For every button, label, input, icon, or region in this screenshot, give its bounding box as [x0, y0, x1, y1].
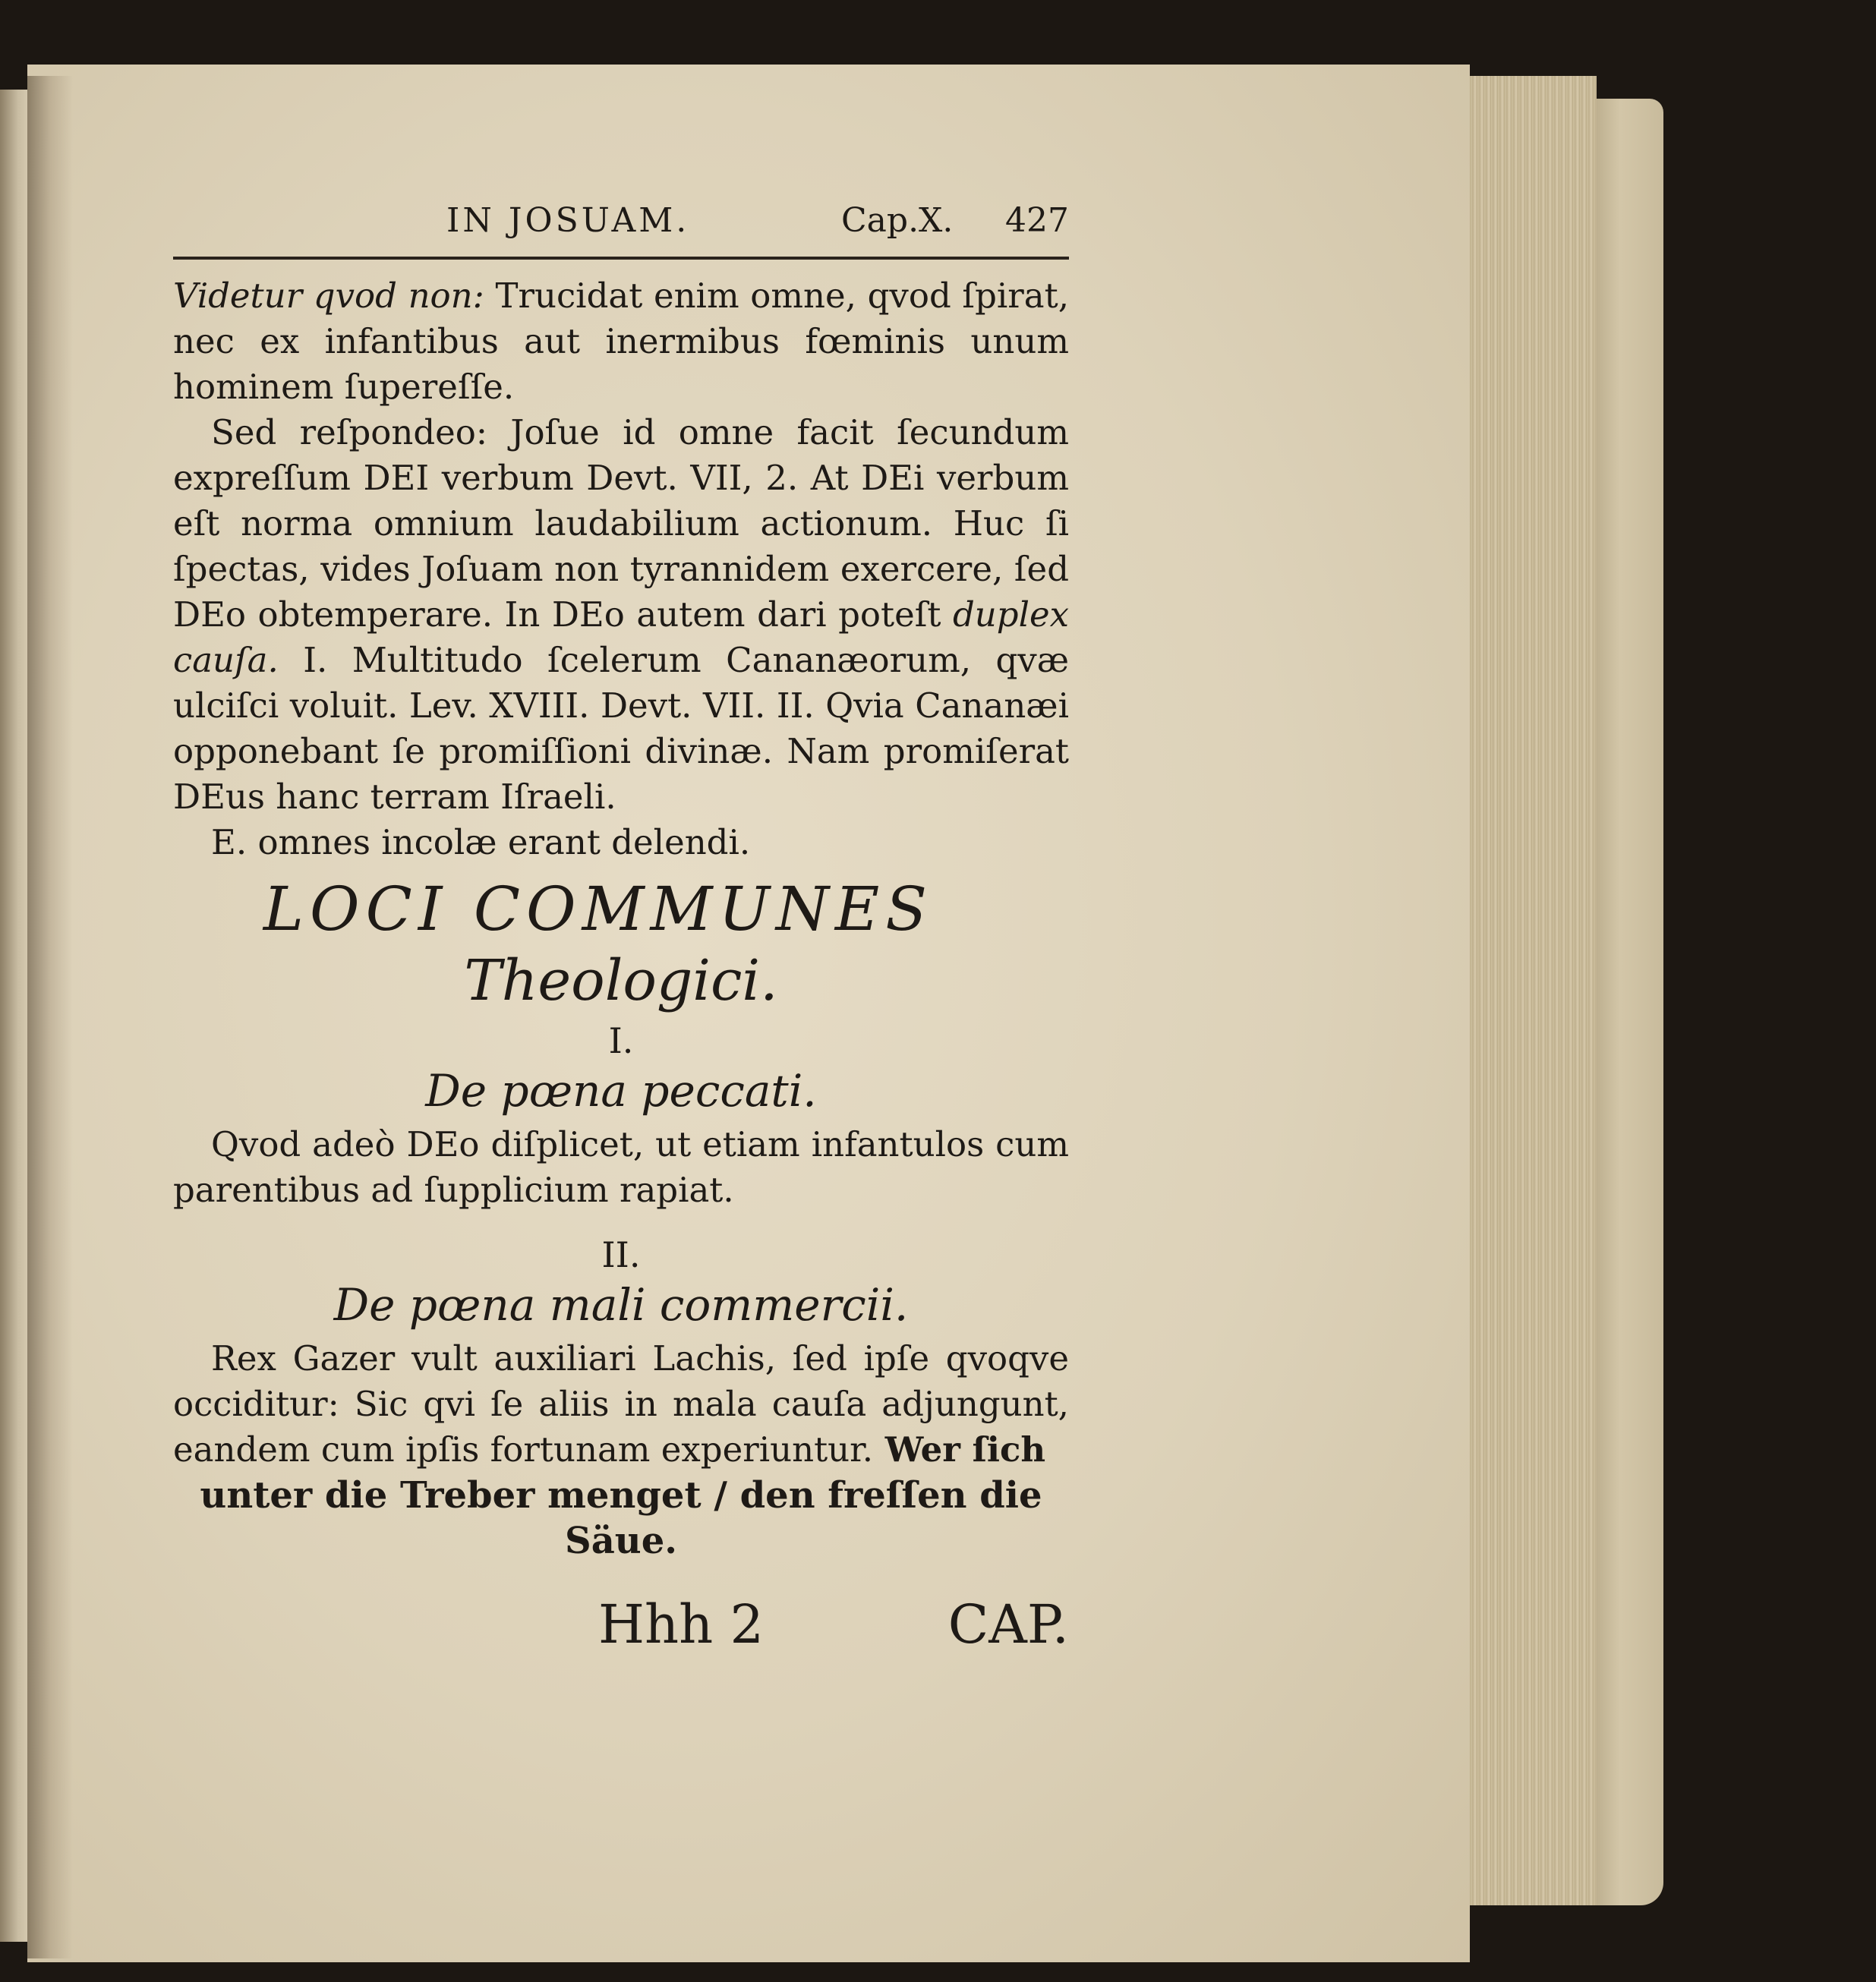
running-head-chapter: Cap.X.: [841, 201, 954, 240]
objection-lead: Videtur qvod non:: [173, 276, 484, 316]
response-text: Sed reſpondeo: Joſue id omne facit ſecundum expreſſum DEI verbum Devt. VII, 2. At DEi verbum eſt norma omnium laudabilium actionum. Huc ſi ſpectas, vides Joſuam non tyrannidem exercere, ſed DEo obtemperare. In DEo autem dari poteſt: [173, 412, 1069, 635]
running-head: [173, 196, 1069, 246]
catchword: CAP.: [947, 1593, 1069, 1656]
paragraph-conclusion: E. omnes incolæ erant delendi.: [211, 822, 751, 862]
paragraph-response: [173, 410, 1069, 820]
response-text-continued: I. Multitudo ſcelerum Cananæorum, qvæ ulciſci voluit. Lev. XVIII. Devt. VII. II. Qvia Cananæi opponebant ſe promiſſioni divinæ. Nam promiſerat DEus hanc terram Iſraeli.: [173, 640, 1069, 817]
section-text: [173, 1336, 1069, 1473]
page-footer: [173, 1587, 1069, 1662]
section-title: De pœna peccati.: [425, 1065, 817, 1117]
section-number: I.: [608, 1020, 634, 1061]
section-number: II.: [601, 1234, 641, 1275]
header-rule: [173, 257, 1069, 260]
facing-page-edge: [0, 90, 30, 1942]
signature-mark: Hhh 2: [598, 1593, 764, 1656]
section-body: [173, 1122, 1069, 1213]
running-head-title: IN JOSUAM.: [446, 201, 690, 240]
theologici-subheading: Theologici.: [464, 948, 778, 1013]
section-text: Qvod adeò DEo diſplicet, ut etiam infantulos cum parentibus ad ſupplicium rapiat.: [173, 1124, 1069, 1210]
book-cover-edge: [1591, 99, 1663, 1905]
loci-communes-heading: LOCI COMMUNES: [263, 874, 934, 944]
proverb-line: Säue.: [565, 1520, 677, 1562]
text-column: [173, 196, 1069, 1662]
page-edges: [1464, 76, 1597, 1905]
body-text: [173, 273, 1069, 865]
section-title: De pœna mali commercii.: [333, 1279, 909, 1331]
paragraph-objection: [173, 273, 1069, 410]
section-body: [173, 1336, 1069, 1473]
response-emphasis: duplex cauſa.: [173, 594, 1069, 680]
proverb-line: unter die Treber menget / den freſſen die: [200, 1474, 1042, 1517]
proverb-start: Wer ſich: [873, 1429, 1046, 1470]
section-text-latin: Rex Gazer vult auxiliari Lachis, ſed ipſe qvoqve occiditur: Sic qvi ſe aliis in mala cauſa adjungunt, eandem cum ipſis fortunam experiuntur.: [173, 1338, 1069, 1470]
objection-text: Trucidat enim omne, qvod ſpirat, nec ex infantibus aut inermibus fœminis unum hominem ſupereſſe.: [173, 276, 1069, 407]
gutter-shadow: [27, 76, 73, 1958]
page-number: 427: [1005, 201, 1069, 240]
